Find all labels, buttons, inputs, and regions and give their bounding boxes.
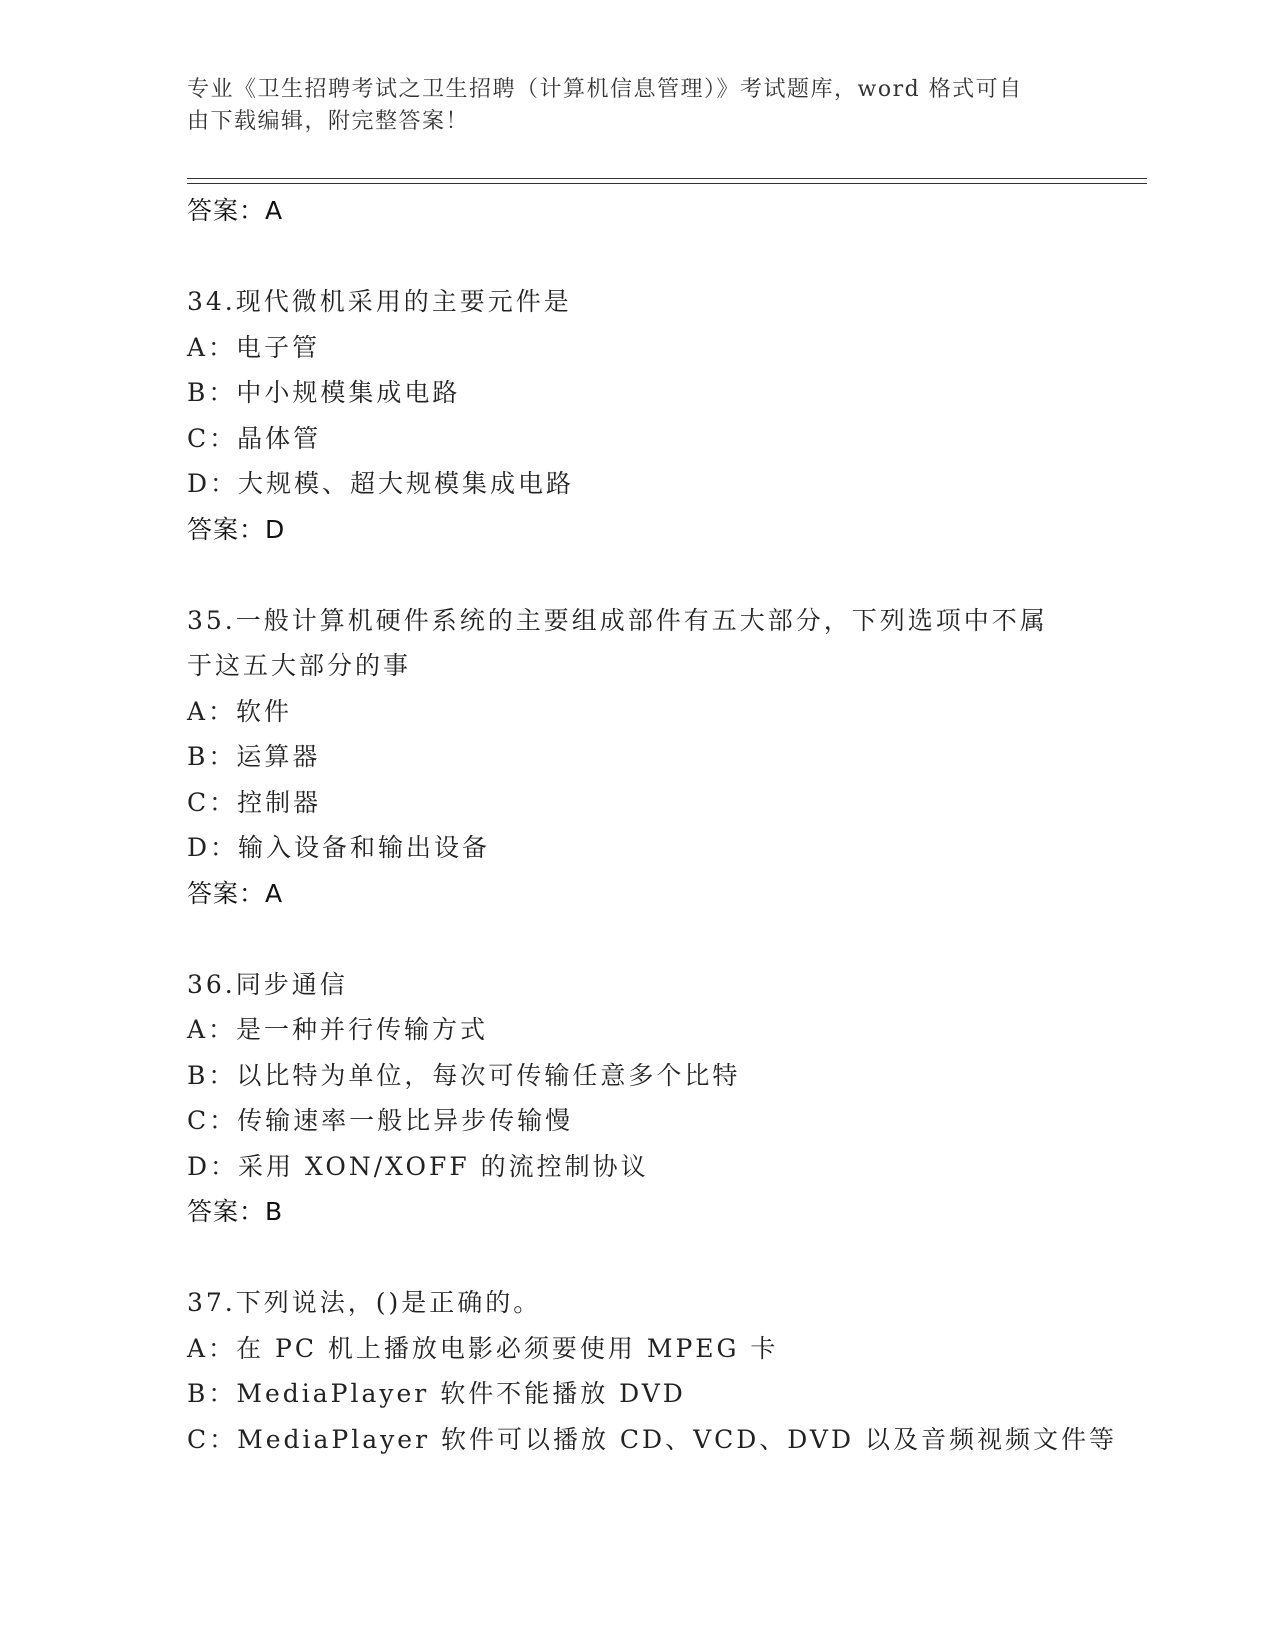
header-divider-top <box>187 178 1147 179</box>
previous-answer: 答案：A <box>187 196 284 225</box>
spacer <box>187 234 1147 280</box>
header-divider-bottom <box>187 183 1147 184</box>
option-b: B：中小规模集成电路 <box>187 378 461 407</box>
header-line-2: 由下载编辑，附完整答案！ <box>187 109 470 134</box>
option-c: C：控制器 <box>187 787 322 817</box>
option-a: A：电子管 <box>187 332 321 362</box>
answer: 答案：A <box>187 878 284 908</box>
question-stem: 35.一般计算机硬件系统的主要组成部件有五大部分，下列选项中不属 <box>187 605 1048 635</box>
option-a: A：软件 <box>187 696 293 726</box>
spacer <box>187 1235 1147 1281</box>
option-d: D：大规模、超大规模集成电路 <box>187 469 575 498</box>
question-list <box>187 188 1147 1462</box>
question-stem: 36.同步通信 <box>187 969 348 999</box>
option-b: B：MediaPlayer 软件不能播放 DVD <box>187 1379 686 1408</box>
option-a: A：是一种并行传输方式 <box>187 1015 489 1044</box>
question-36 <box>187 962 1147 1235</box>
document-header <box>187 74 1067 138</box>
spacer <box>187 916 1147 962</box>
question-35 <box>187 598 1147 917</box>
header-line-1: 专业《卫生招聘考试之卫生招聘（计算机信息管理）》考试题库，word 格式可自 <box>187 77 1023 102</box>
option-b: B：运算器 <box>187 742 321 771</box>
question-stem: 37.下列说法，()是正确的。 <box>187 1288 542 1317</box>
option-b: B：以比特为单位，每次可传输任意多个比特 <box>187 1060 741 1090</box>
question-stem: 34.现代微机采用的主要元件是 <box>187 287 572 316</box>
option-c: C：传输速率一般比异步传输慢 <box>187 1106 574 1135</box>
option-d: D：采用 XON/XOFF 的流控制协议 <box>187 1151 649 1181</box>
spacer <box>187 552 1147 598</box>
question-37 <box>187 1280 1147 1462</box>
question-stem-continued: 于这五大部分的事 <box>187 651 412 680</box>
option-c: C：MediaPlayer 软件可以播放 CD、VCD、DVD 以及音频视频文件等 <box>187 1424 1117 1454</box>
option-c: C：晶体管 <box>187 423 322 453</box>
answer: 答案：D <box>187 514 286 544</box>
question-34 <box>187 279 1147 552</box>
option-a: A：在 PC 机上播放电影必须要使用 MPEG 卡 <box>187 1333 779 1363</box>
answer: 答案：B <box>187 1197 284 1226</box>
option-d: D：输入设备和输出设备 <box>187 833 491 862</box>
